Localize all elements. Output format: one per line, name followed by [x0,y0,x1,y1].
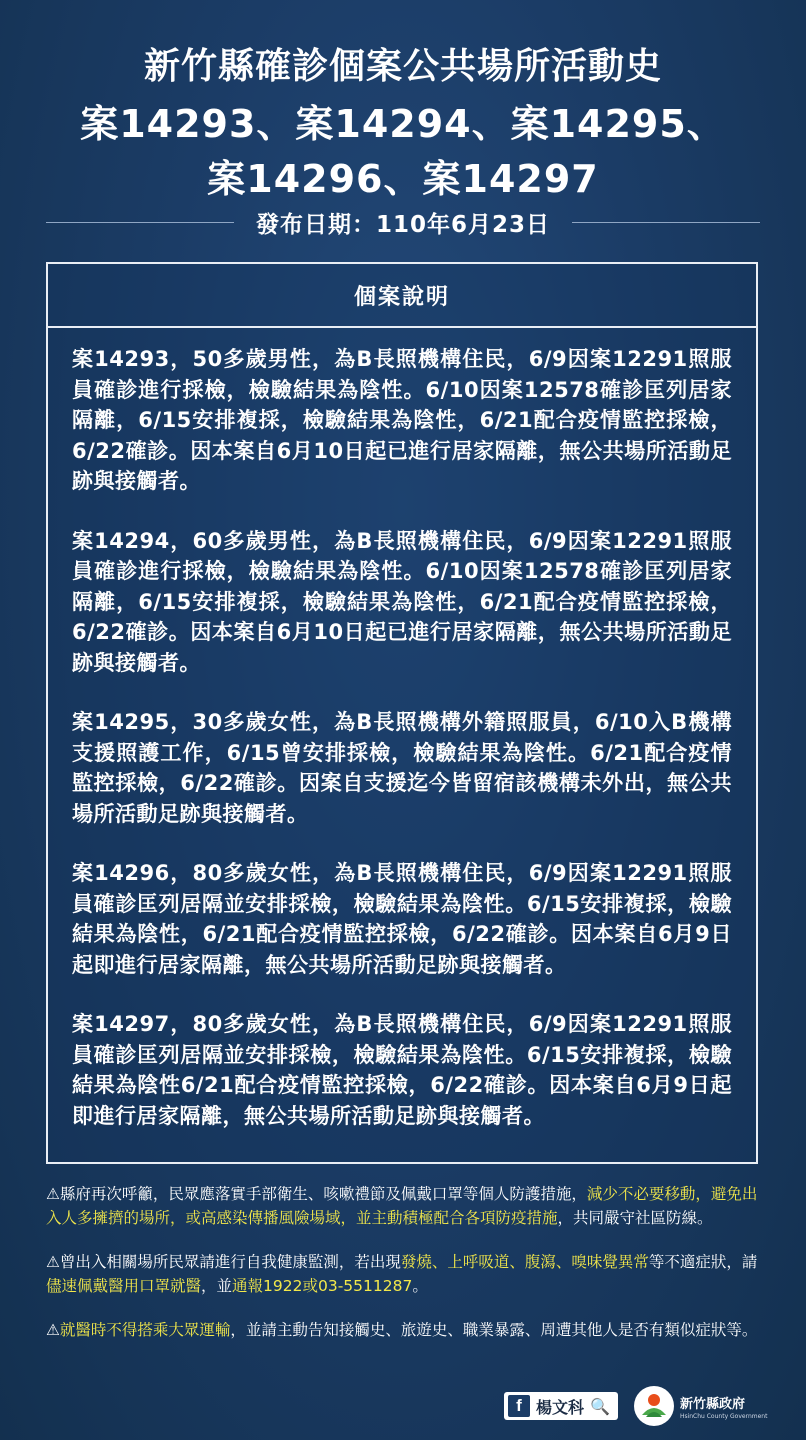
logo-english-name: HsinChu County Government [679,1412,768,1420]
notice-1-text-c: ，共同嚴守社區防線。 [557,1209,713,1227]
notice-1 [46,1182,762,1230]
notice-2 [46,1250,762,1298]
notice-section [46,1182,762,1362]
footer [504,1382,767,1430]
notice-2-text-g: 。 [412,1277,428,1295]
case-description-heading: 個案說明 [48,264,756,328]
notice-2-text-c: 等不適症狀，請 [648,1253,758,1271]
case-list [48,328,756,1131]
case-item-14297: 案14297，80多歲女性，為B長照機構住民，6/9因案12291照服員確診匡列居隔並安排採檢，檢驗結果為陰性。6/15安排複採，檢驗結果為陰性6/21配合疫情監控採檢，6/22確診。因本案自6月9日起即進行居家隔離，無公共場所活動足跡與接觸者。 [72,1012,732,1128]
notice-2-highlight-hotline: 通報1922或03-5511287 [232,1277,413,1295]
county-emblem-icon [634,1386,674,1426]
warning-icon: ⚠ [46,1321,60,1339]
page-title-line-3: 案14296、案14297 [207,157,599,201]
notice-2-text-a: ⚠曾出入相關場所民眾請進行自我健康監測，若出現 [46,1253,401,1271]
divider-left [46,222,234,223]
notice-3-highlight: 就醫時不得搭乘大眾運輸 [59,1321,231,1339]
county-government-logo [634,1386,768,1426]
facebook-page-name: 楊文科 [536,1397,585,1417]
page-title-line-2: 案14293、案14294、案14295、 [80,102,726,146]
notice-2-highlight-mask: 儘速佩戴醫用口罩就醫 [46,1277,202,1295]
divider-right [572,222,760,223]
release-date: 發布日期：110年6月23日 [255,211,551,238]
notice-3 [46,1318,762,1342]
notice-2-highlight-symptoms: 發燒、上呼吸道、腹瀉、嗅味覺異常 [400,1253,649,1271]
page-title-line-1: 新竹縣確診個案公共場所活動史 [143,46,662,87]
notice-1-highlight: 減少不必要移動，避免出入人多擁擠的場所，或高感染傳播風險場域，並主動積極配合各項防疫措施 [46,1185,758,1227]
search-icon: 🔍 [590,1396,610,1416]
facebook-search-badge[interactable] [504,1392,618,1420]
notice-1-text-a: ⚠縣府再次呼籲，民眾應落實手部衛生、咳嗽禮節及佩戴口罩等個人防護措施， [46,1185,587,1203]
case-description-box [46,262,758,1164]
case-item-14294: 案14294，60多歲男性，為B長照機構住民，6/9因案12291照服員確診進行採檢，檢驗結果為陰性。6/10因案12578確診匡列居家隔離，6/15安排複採，檢驗結果為陰性，6/21配合疫情監控採檢，6/22確診。因本案自6月10日起已進行居家隔離，無公共場所活動足跡與接觸者。 [72,528,732,675]
release-date-row [46,205,760,239]
case-item-14293: 案14293，50多歲男性，為B長照機構住民，6/9因案12291照服員確診進行採檢，檢驗結果為陰性。6/10因案12578確診匡列居家隔離，6/15安排複採，檢驗結果為陰性，6/21配合疫情監控採檢，6/22確診。因本案自6月10日起已進行居家隔離，無公共場所活動足跡與接觸者。 [72,347,732,493]
logo-chinese-name: 新竹縣政府 [679,1396,745,1412]
facebook-icon: f [508,1395,530,1417]
notice-3-text-c: ，並請主動告知接觸史、旅遊史、職業暴露、周遭其他人是否有類似症狀等。 [230,1321,758,1339]
notice-2-text-e: ，並 [201,1277,233,1295]
case-item-14295: 案14295，30多歲女性，為B長照機構外籍照服員，6/10入B機構支援照護工作，6/15曾安排採檢，檢驗結果為陰性。6/21配合疫情監控採檢，6/22確診。因案自支援迄今皆留宿該機構未外出，無公共場所活動足跡與接觸者。 [72,710,732,826]
case-item-14296: 案14296，80多歲女性，為B長照機構住民，6/9因案12291照服員確診匡列居隔並安排採檢，檢驗結果為陰性。6/15安排複採，檢驗結果為陰性，6/21配合疫情監控採檢，6/22確診。因本案自6月9日起即進行居家隔離，無公共場所活動足跡與接觸者。 [72,861,732,977]
